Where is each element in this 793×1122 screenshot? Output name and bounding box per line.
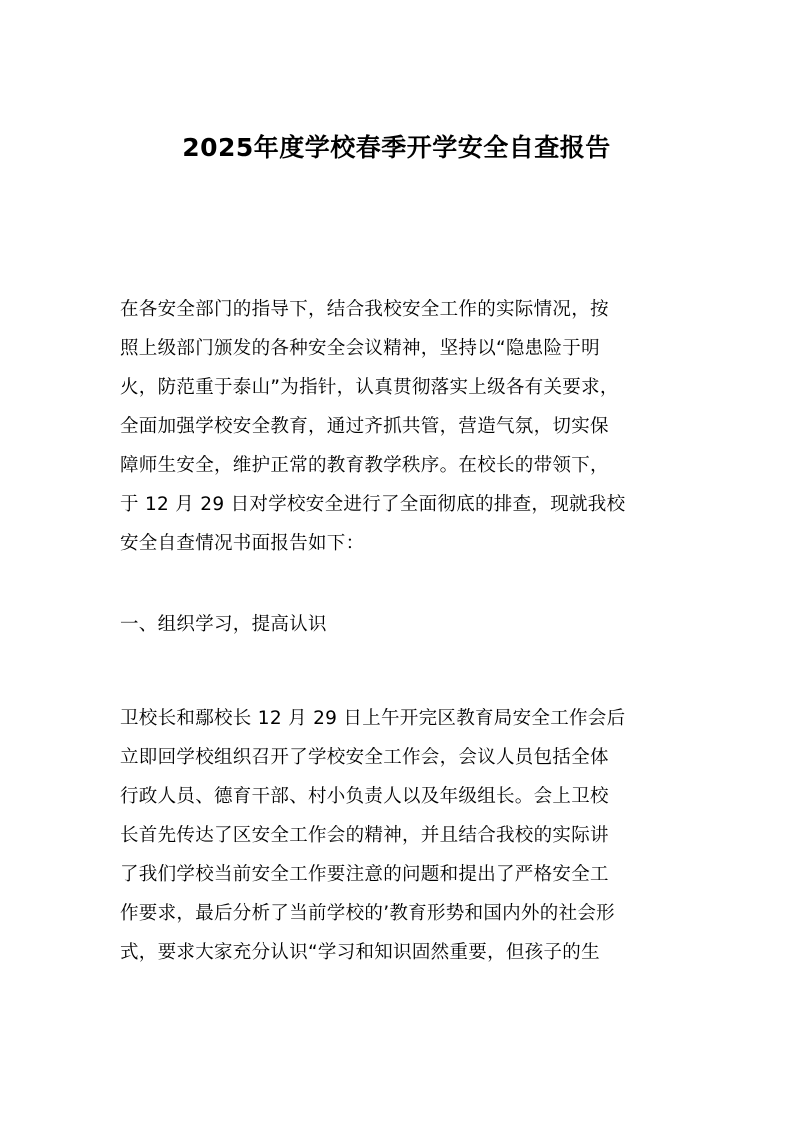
paragraph-line: 火，防范重于泰山”为指针，认真贯彻落实上级各有关要求， xyxy=(120,377,619,398)
paragraph-line: 全面加强学校安全教育，通过齐抓共管，营造气氛，切实保 xyxy=(120,416,609,437)
paragraph-line: 于 12 月 29 日对学校安全进行了全面彻底的排查，现就我校 xyxy=(120,494,626,515)
document-title: 2025年度学校春季开学安全自查报告 xyxy=(182,133,611,162)
paragraph-line: 在各安全部门的指导下，结合我校安全工作的实际情况，按 xyxy=(120,299,609,320)
paragraph-line: 照上级部门颁发的各种安全会议精神，坚持以“隐患险于明 xyxy=(120,338,600,359)
paragraph-line: 长首先传达了区安全工作会的精神，并且结合我校的实际讲 xyxy=(120,825,609,846)
paragraph-line: 式，要求大家充分认识“学习和知识固然重要，但孩子的生 xyxy=(120,942,600,963)
paragraph-line: 作要求，最后分析了当前学校的’教育形势和国内外的社会形 xyxy=(120,903,615,924)
paragraph-line: 障师生安全，维护正常的教育教学秩序。在校长的带领下， xyxy=(120,455,609,476)
paragraph-line: 立即回学校组织召开了学校安全工作会，会议人员包括全体 xyxy=(120,747,609,768)
section-heading: 一、组织学习，提高认识 xyxy=(120,614,327,635)
paragraph-line: 行政人员、德育干部、村小负责人以及年级组长。会上卫校 xyxy=(120,786,609,807)
paragraph-line: 卫校长和鄢校长 12 月 29 日上午开完区教育局安全工作会后 xyxy=(120,708,626,729)
paragraph-line: 安全自查情况书面报告如下： xyxy=(120,533,365,554)
paragraph-line: 了我们学校当前安全工作要注意的问题和提出了严格安全工 xyxy=(120,864,609,885)
